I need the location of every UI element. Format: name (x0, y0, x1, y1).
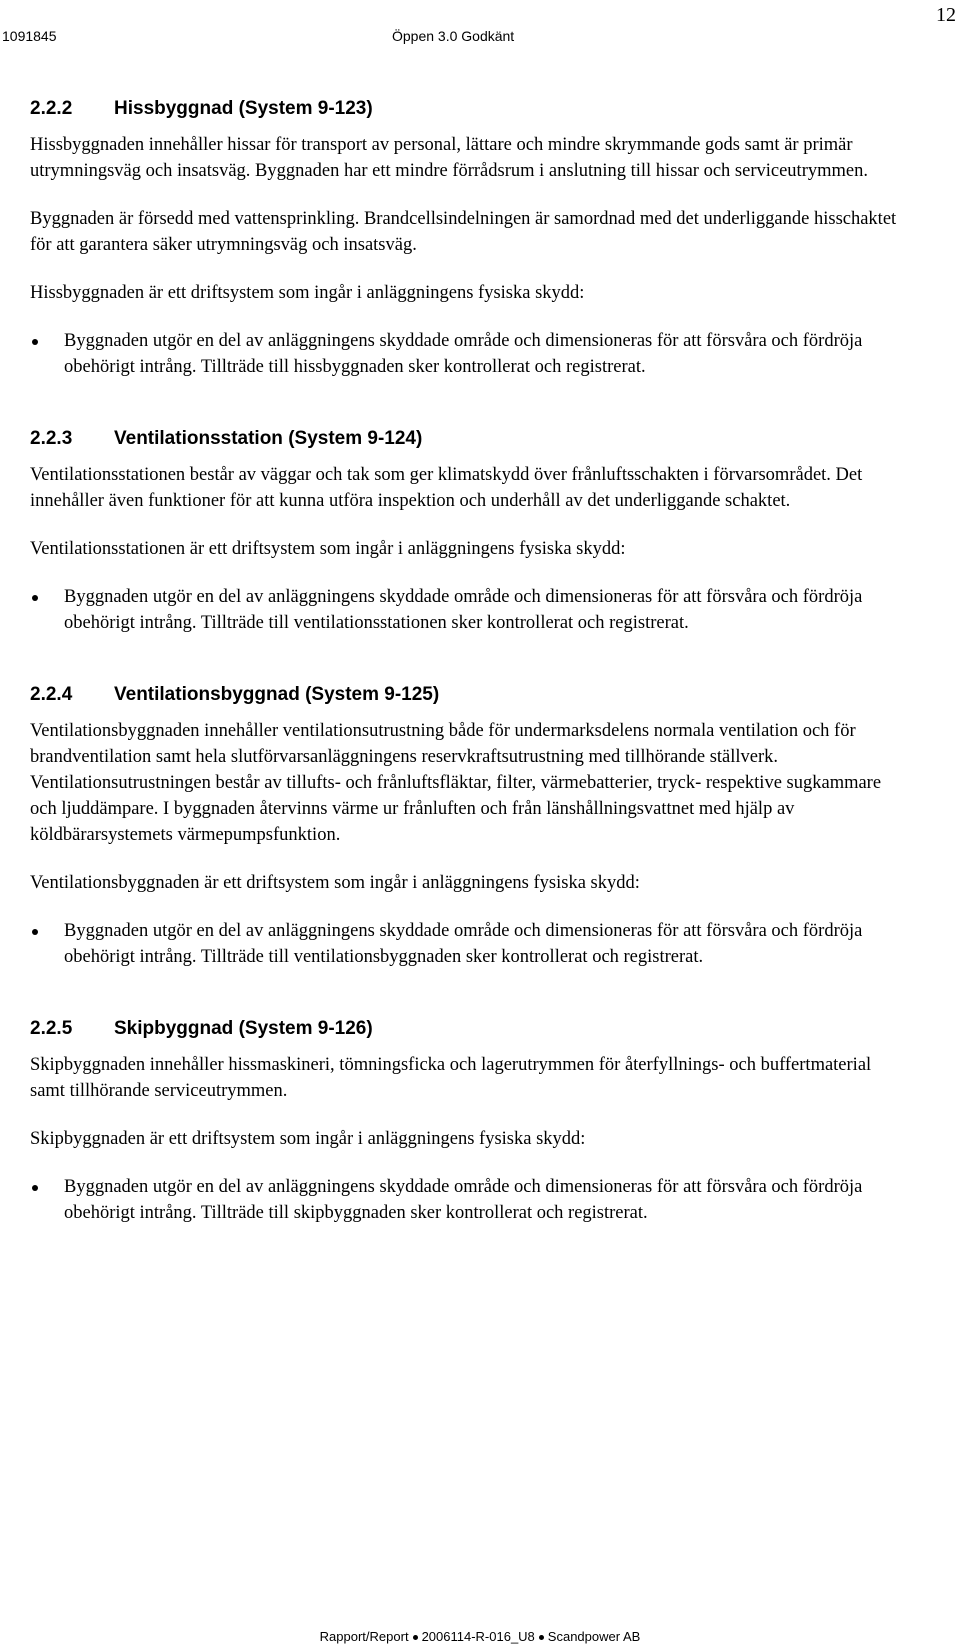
separator-dot-icon (413, 1635, 418, 1640)
paragraph: Byggnaden är försedd med vattensprinkling. Brandcellsindelningen är samordnad med det underliggande hisschaktet för att garantera säker utrymningsväg och insatsväg. (30, 209, 897, 255)
bullet-list (30, 1174, 910, 1226)
bullet-icon (32, 1185, 38, 1191)
bullet-icon (32, 929, 38, 935)
bullet-item (30, 328, 910, 380)
bullet-list (30, 918, 910, 970)
section-heading (30, 1016, 910, 1042)
section-2-2-3 (30, 426, 910, 636)
section-number: 2.2.3 (30, 428, 73, 449)
paragraph: Ventilationsstationen är ett driftsystem som ingår i anläggningens fysiska skydd: (30, 539, 626, 559)
bullet-list (30, 584, 910, 636)
page-footer (0, 1629, 960, 1644)
document-id: 1091845 (2, 28, 57, 44)
section-title: Ventilationsbyggnad (System 9-125) (114, 684, 440, 705)
paragraph: Skipbyggnaden innehåller hissmaskineri, tömningsficka och lagerutrymmen för återfyllnings- och buffertmaterial samt tillhörande serviceutrymmen. (30, 1055, 872, 1101)
bullet-text: Byggnaden utgör en del av anläggningens skyddade område och dimensioneras för att försvåra och fördröja obehörigt intrång. Tillträde till skipbyggnaden sker kontrollerat och registrerat. (64, 1177, 863, 1223)
section-2-2-2 (30, 96, 910, 380)
bullet-text: Byggnaden utgör en del av anläggningens skyddade område och dimensioneras för att försvåra och fördröja obehörigt intrång. Tillträde till ventilationsbyggnaden sker kontrollerat och registrerat. (64, 921, 863, 967)
page-header (0, 4, 960, 48)
bullet-list (30, 328, 910, 380)
bullet-icon (32, 339, 38, 345)
page-number: 12 (936, 4, 956, 26)
section-heading (30, 682, 910, 708)
section-title: Skipbyggnad (System 9-126) (114, 1018, 373, 1039)
paragraph: Skipbyggnaden är ett driftsystem som ingår i anläggningens fysiska skydd: (30, 1129, 586, 1149)
section-number: 2.2.4 (30, 684, 73, 705)
section-heading (30, 96, 910, 122)
bullet-item (30, 918, 910, 970)
document-body (30, 96, 910, 1226)
section-heading (30, 426, 910, 452)
bullet-text: Byggnaden utgör en del av anläggningens skyddade område och dimensioneras för att försvåra och fördröja obehörigt intrång. Tillträde till ventilationsstationen sker kontrollerat och registrerat. (64, 587, 863, 633)
bullet-item (30, 584, 910, 636)
footer-company: Scandpower AB (547, 1629, 641, 1644)
footer-report-label: Rapport/Report (319, 1629, 409, 1644)
section-title: Ventilationsstation (System 9-124) (114, 428, 423, 449)
paragraph: Ventilationsstationen består av väggar och tak som ger klimatskydd över frånluftsschakten i förvarsområdet. Det innehåller även funktioner för att kunna utföra inspektion och underhåll av det underliggande schaktet. (30, 465, 863, 511)
paragraph: Ventilationsbyggnaden innehåller ventilationsutrustning både för undermarksdelens normala ventilation och för brandventilation samt hela slutförvarsanläggningens reservkraftsutrustning med tillhörande ställverk. Ventilationsutrustningen består av tillufts- och frånluftsfläktar, filter, värmebatterier, tryck- respektive sugkammare och ljuddämpare. I byggnaden återvinns värme ur frånluften och från länshållningsvattnet med hjälp av köldbärarsystemets värmepumpsfunktion. (30, 721, 882, 845)
separator-dot-icon (539, 1635, 544, 1640)
paragraph: Ventilationsbyggnaden är ett driftsystem som ingår i anläggningens fysiska skydd: (30, 873, 640, 893)
document-status: Öppen 3.0 Godkänt (392, 28, 515, 44)
bullet-text: Byggnaden utgör en del av anläggningens skyddade område och dimensioneras för att försvåra och fördröja obehörigt intrång. Tillträde till hissbyggnaden sker kontrollerat och registrerat. (64, 331, 863, 377)
section-title: Hissbyggnad (System 9-123) (114, 98, 373, 119)
section-2-2-5 (30, 1016, 910, 1226)
bullet-item (30, 1174, 910, 1226)
section-2-2-4 (30, 682, 910, 970)
paragraph: Hissbyggnaden innehåller hissar för transport av personal, lättare och mindre skrymmande gods samt är primär utrymningsväg och insatsväg. Byggnaden har ett mindre förrådsrum i anslutning till hissar och serviceutrymmen. (30, 135, 868, 181)
section-number: 2.2.2 (30, 98, 73, 119)
bullet-icon (32, 595, 38, 601)
section-number: 2.2.5 (30, 1018, 73, 1039)
paragraph: Hissbyggnaden är ett driftsystem som ingår i anläggningens fysiska skydd: (30, 283, 585, 303)
footer-report-number: 2006114-R-016_U8 (421, 1629, 535, 1644)
